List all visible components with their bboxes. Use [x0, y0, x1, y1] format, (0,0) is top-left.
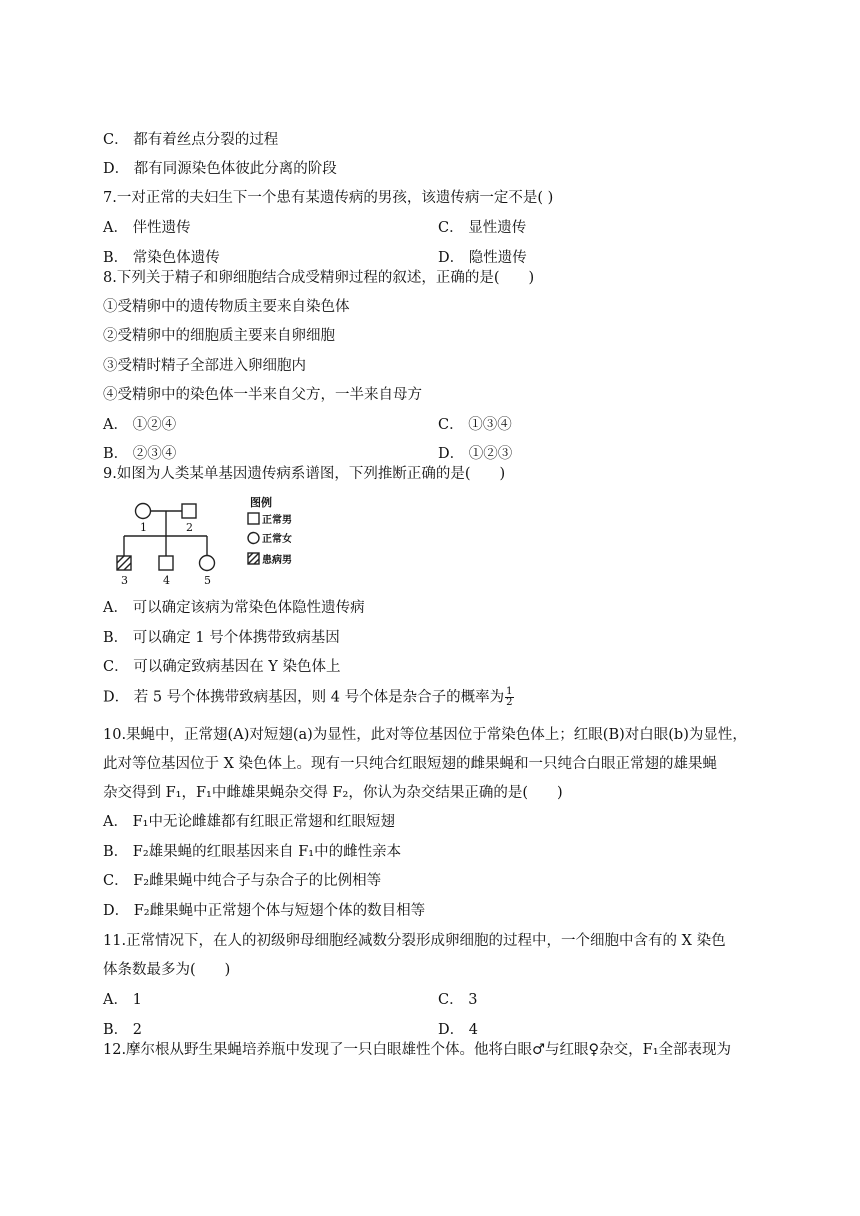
individual-4-normal-male: [159, 556, 173, 570]
label-4: 4: [163, 574, 170, 587]
q8-stem: 8.下列关于精子和卵细胞结合成受精卵过程的叙述，正确的是( ): [103, 270, 535, 286]
q7-option-d: D． 隐性遗传: [438, 250, 527, 266]
label-3: 3: [121, 574, 128, 587]
q8-statement-1: ①受精卵中的遗传物质主要来自染色体: [103, 299, 350, 315]
q6-option-c: C． 都有着丝点分裂的过程: [103, 132, 279, 148]
q11-option-c: C． 3: [438, 992, 478, 1008]
q11-stem-line-1: 11.正常情况下，在人的初级卵母细胞经减数分裂形成卵细胞的过程中，一个细胞中含有的 X 染色: [103, 933, 726, 949]
q8-statement-3: ③受精时精子全部进入卵细胞内: [103, 358, 306, 374]
label-1: 1: [140, 521, 147, 534]
q9-stem: 9.如图为人类某单基因遗传病系谱图，下列推断正确的是( ): [103, 466, 506, 482]
legend-normal-female-icon: [248, 533, 259, 544]
legend-title: 图例: [250, 496, 272, 509]
q9-option-a: A． 可以确定该病为常染色体隐性遗传病: [103, 600, 365, 616]
fraction-numerator: 1: [506, 686, 513, 697]
legend-normal-female: 正常女: [262, 534, 292, 545]
q10-stem-line-1: 10.果蝇中，正常翅(A)对短翅(a)为显性，此对等位基因位于常染色体上；红眼(B)对白眼(b)为显性，: [103, 727, 747, 743]
individual-5-normal-female: [200, 556, 215, 571]
legend-normal-male-icon: [248, 513, 259, 524]
legend-affected-male: 患病男: [262, 555, 292, 566]
q6-option-d: D． 都有同源染色体彼此分离的阶段: [103, 161, 337, 177]
q7-option-c: C． 显性遗传: [438, 220, 527, 236]
q7-option-a: A． 伴性遗传: [103, 220, 191, 236]
label-2: 2: [186, 521, 193, 534]
q10-option-d: D． F₂雌果蝇中正常翅个体与短翅个体的数目相等: [103, 903, 426, 919]
pedigree-chart: [110, 492, 310, 588]
q11-option-d: D． 4: [438, 1022, 478, 1038]
q11-option-b: B． 2: [103, 1022, 142, 1038]
fraction-one-half: [505, 687, 513, 708]
q9-option-d-line: [103, 687, 514, 708]
q9-option-b: B． 可以确定 1 号个体携带致病基因: [103, 630, 340, 646]
q7-stem: 7.一对正常的夫妇生下一个患有某遗传病的男孩，该遗传病一定不是( ): [103, 190, 554, 206]
q8-statement-4: ④受精卵中的染色体一半来自父方，一半来自母方: [103, 387, 422, 403]
q12-stem: 12.摩尔根从野生果蝇培养瓶中发现了一只白眼雄性个体。他将白眼♂与红眼♀杂交，F₁全部表现为: [103, 1042, 732, 1058]
q10-option-a: A． F₁中无论雌雄都有红眼正常翅和红眼短翅: [103, 814, 395, 830]
q10-option-b: B． F₂雄果蝇的红眼基因来自 F₁中的雌性亲本: [103, 844, 402, 860]
q8-option-a: A． ①②④: [103, 417, 177, 433]
q8-statement-2: ②受精卵中的细胞质主要来自卵细胞: [103, 328, 335, 344]
fraction-denominator: 2: [506, 697, 513, 708]
q8-option-d: D． ①②③: [438, 446, 513, 462]
label-5: 5: [204, 574, 211, 587]
q7-option-b: B． 常染色体遗传: [103, 250, 220, 266]
individual-1-normal-female: [136, 504, 151, 519]
q11-option-a: A． 1: [103, 992, 142, 1008]
q10-stem-line-2: 此对等位基因位于 X 染色体上。现有一只纯合红眼短翅的雌果蝇和一只纯合白眼正常翅的雄果蝇: [103, 756, 718, 772]
q11-stem-line-2: 体条数最多为( ): [103, 962, 231, 978]
legend-normal-male: 正常男: [262, 515, 292, 526]
q10-option-c: C． F₂雌果蝇中纯合子与杂合子的比例相等: [103, 873, 382, 889]
q8-option-c: C． ①③④: [438, 417, 512, 433]
q8-option-b: B． ②③④: [103, 446, 177, 462]
q9-option-c: C． 可以确定致病基因在 Y 染色体上: [103, 659, 341, 675]
q10-stem-line-3: 杂交得到 F₁，F₁中雌雄果蝇杂交得 F₂，你认为杂交结果正确的是( ): [103, 785, 563, 801]
q9-option-d: D． 若 5 号个体携带致病基因，则 4 号个体是杂合子的概率为: [103, 689, 505, 706]
individual-2-normal-male: [182, 504, 196, 518]
